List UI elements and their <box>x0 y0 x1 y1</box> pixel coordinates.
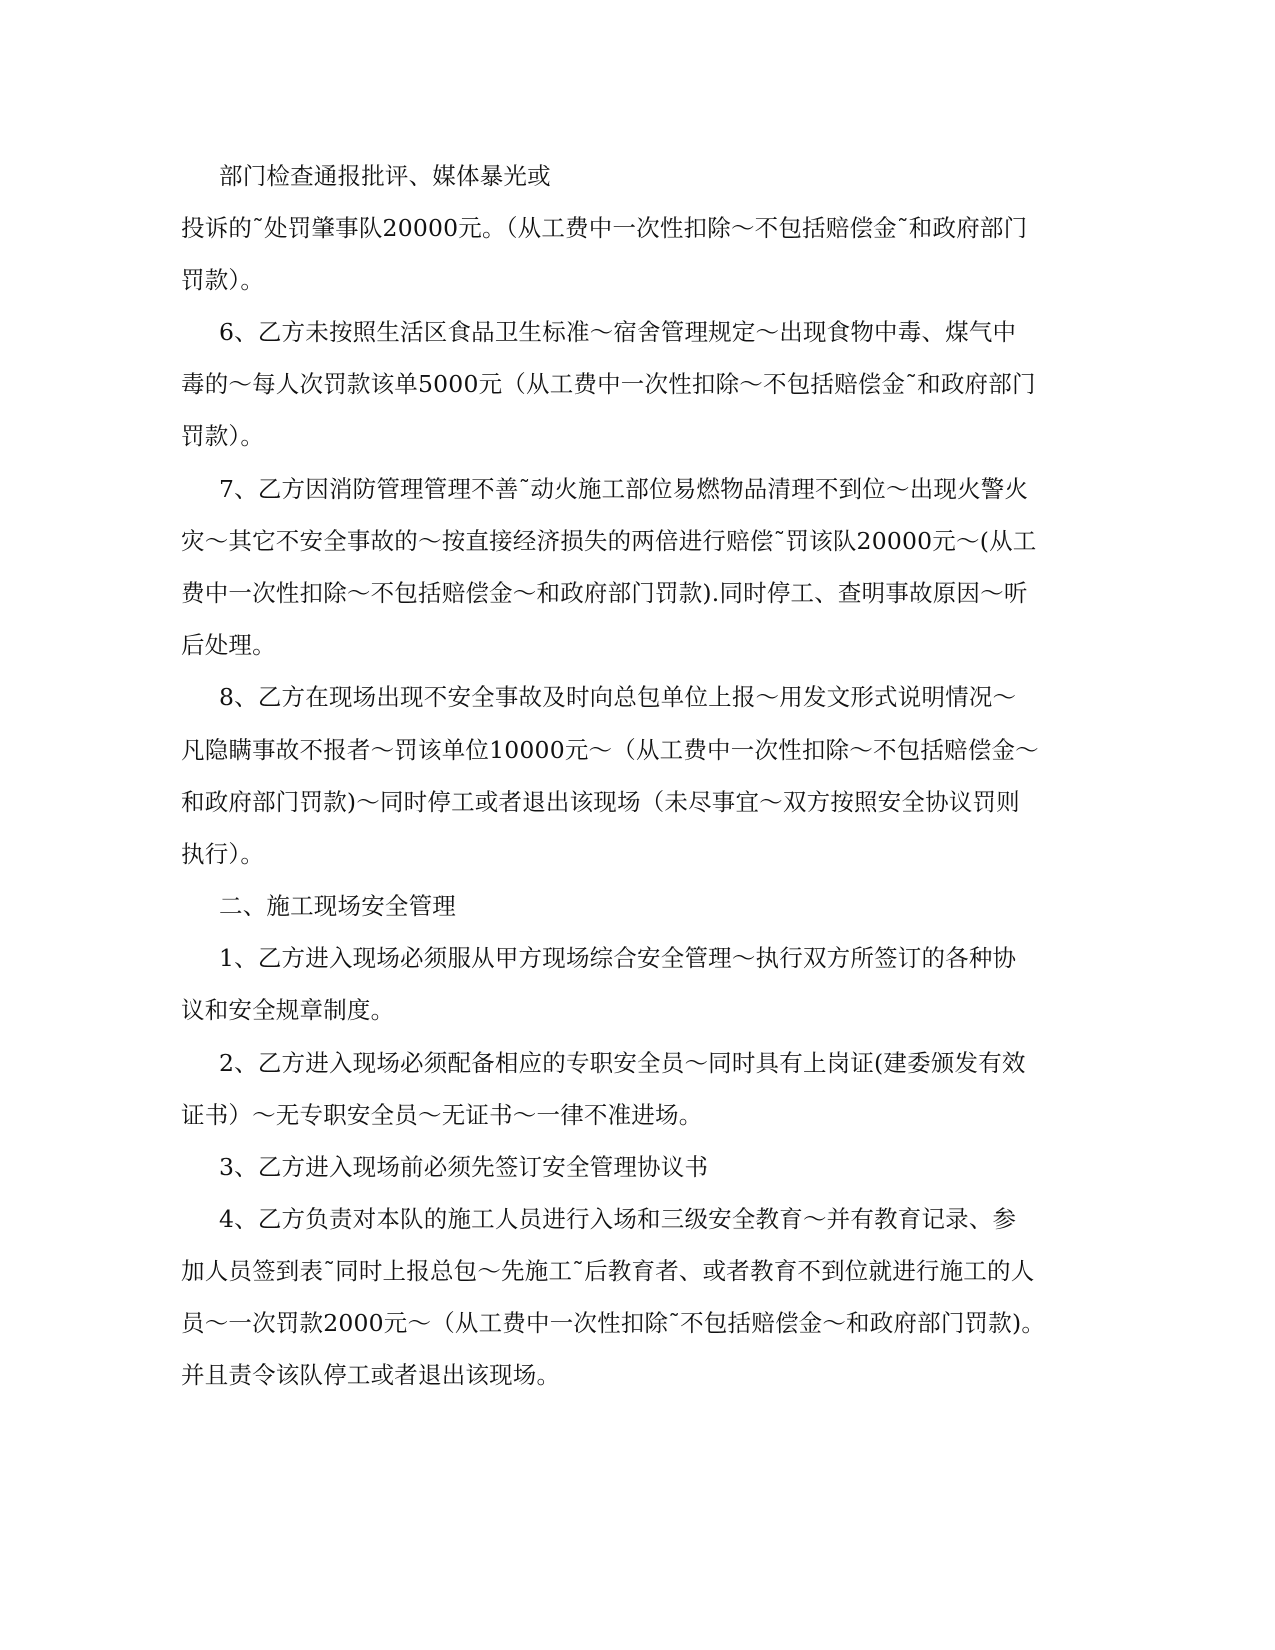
paragraph-line: 部门检查通报批评、媒体暴光或 <box>219 162 551 190</box>
section-heading: 二、施工现场安全管理 <box>219 892 456 920</box>
paragraph-line: 罚款）。 <box>181 266 265 294</box>
paragraph-line: 凡隐瞒事故不报者～罚该单位10000元～（从工费中一次性扣除～不包括赔偿金～ <box>181 736 1039 764</box>
paragraph-line: 证书）～无专职安全员～无证书～一律不准进场。 <box>181 1101 703 1129</box>
paragraph-line: 6、乙方未按照生活区食品卫生标准～宿舍管理规定～出现食物中毒、煤气中 <box>219 318 1017 346</box>
paragraph-line: 8、乙方在现场出现不安全事故及时向总包单位上报～用发文形式说明情况～ <box>219 683 1017 711</box>
paragraph-line: 并且责令该队停工或者退出该现场。 <box>181 1361 561 1389</box>
paragraph-line: 7、乙方因消防管理管理不善˜动火施工部位易燃物品清理不到位～出现火警火 <box>219 475 1029 503</box>
paragraph-line: 后处理。 <box>181 631 276 659</box>
paragraph-line: 灾～其它不安全事故的～按直接经济损失的两倍进行赔偿˜罚该队20000元～(从工 <box>181 527 1037 555</box>
paragraph-line: 执行）。 <box>181 840 265 868</box>
paragraph-line: 罚款）。 <box>181 422 265 450</box>
paragraph-line: 费中一次性扣除～不包括赔偿金～和政府部门罚款).同时停工、查明事故原因～听 <box>181 579 1028 607</box>
paragraph-line: 4、乙方负责对本队的施工人员进行入场和三级安全教育～并有教育记录、参 <box>219 1205 1017 1233</box>
paragraph-line: 2、乙方进入现场必须配备相应的专职安全员～同时具有上岗证(建委颁发有效 <box>219 1049 1026 1077</box>
paragraph-line: 3、乙方进入现场前必须先签订安全管理协议书 <box>219 1153 709 1181</box>
paragraph-line: 投诉的˜处罚肇事队20000元。（从工费中一次性扣除～不包括赔偿金˜和政府部门 <box>181 214 1028 242</box>
paragraph-line: 议和安全规章制度。 <box>181 996 395 1024</box>
paragraph-line: 和政府部门罚款)～同时停工或者退出该现场（未尽事宜～双方按照安全协议罚则 <box>181 788 1020 816</box>
paragraph-line: 1、乙方进入现场必须服从甲方现场综合安全管理～执行双方所签订的各种协 <box>219 944 1017 972</box>
paragraph-line: 加人员签到表˜同时上报总包～先施工˜后教育者、或者教育不到位就进行施工的人 <box>181 1257 1035 1285</box>
paragraph-line: 员～一次罚款2000元～（从工费中一次性扣除˜不包括赔偿金～和政府部门罚款)。 <box>181 1309 1046 1337</box>
paragraph-line: 毒的～每人次罚款该单5000元（从工费中一次性扣除～不包括赔偿金˜和政府部门 <box>181 370 1036 398</box>
